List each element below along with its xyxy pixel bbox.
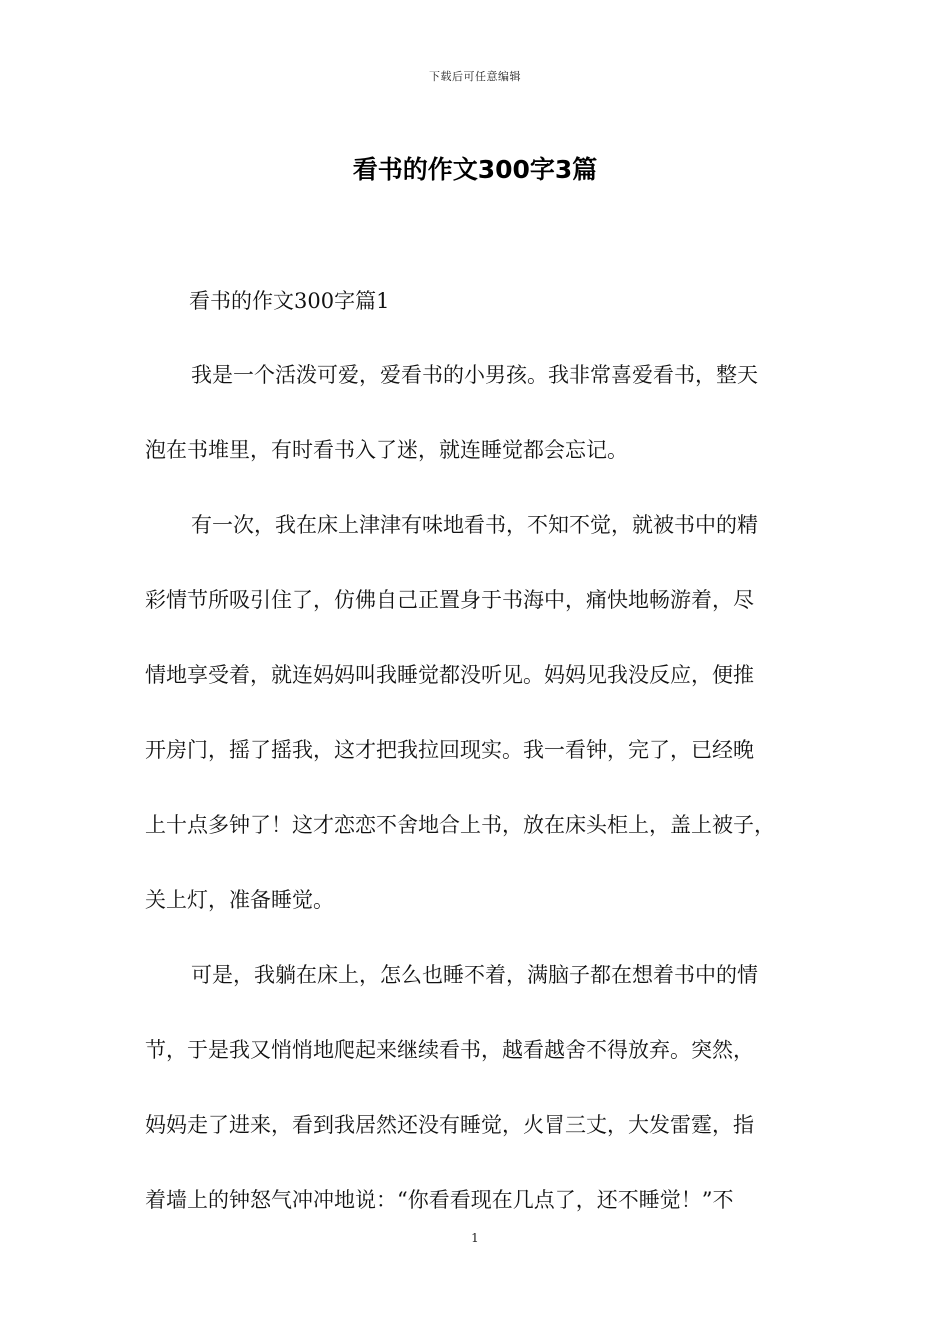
paragraph-line: 情地享受着，就连妈妈叫我睡觉都没听见。妈妈见我没反应，便推 xyxy=(145,663,754,687)
paragraph-2 xyxy=(145,488,825,938)
paragraph-line: 着墙上的钟怒气冲冲地说：“你看看现在几点了，还不睡觉！”不 xyxy=(145,1188,734,1212)
header-note: 下载后可任意编辑 xyxy=(429,70,521,83)
paragraph-3 xyxy=(145,938,825,1238)
page-number: 1 xyxy=(471,1231,479,1245)
paragraph-line: 妈妈走了进来，看到我居然还没有睡觉，火冒三丈，大发雷霆，指 xyxy=(145,1113,754,1137)
paragraph-line: 节，于是我又悄悄地爬起来继续看书，越看越舍不得放弃。突然， xyxy=(145,1038,754,1062)
section-heading: 看书的作文300字篇1 xyxy=(189,289,390,313)
paragraph-line: 泡在书堆里，有时看书入了迷，就连睡觉都会忘记。 xyxy=(145,438,628,462)
paragraph-1 xyxy=(145,338,825,488)
paragraph-line: 上十点多钟了！这才恋恋不舍地合上书，放在床头柜上，盖上被子， xyxy=(145,813,775,837)
paragraph-line: 开房门，摇了摇我，这才把我拉回现实。我一看钟，完了，已经晚 xyxy=(145,738,754,762)
paragraph-line: 我是一个活泼可爱，爱看书的小男孩。我非常喜爱看书，整天 xyxy=(191,363,758,387)
paragraph-line: 可是，我躺在床上，怎么也睡不着，满脑子都在想着书中的情 xyxy=(191,963,758,987)
document-title: 看书的作文300字3篇 xyxy=(352,155,598,184)
paragraph-line: 关上灯，准备睡觉。 xyxy=(145,888,334,912)
paragraph-line: 彩情节所吸引住了，仿佛自己正置身于书海中，痛快地畅游着，尽 xyxy=(145,588,754,612)
paragraph-line: 有一次，我在床上津津有味地看书，不知不觉，就被书中的精 xyxy=(191,513,758,537)
